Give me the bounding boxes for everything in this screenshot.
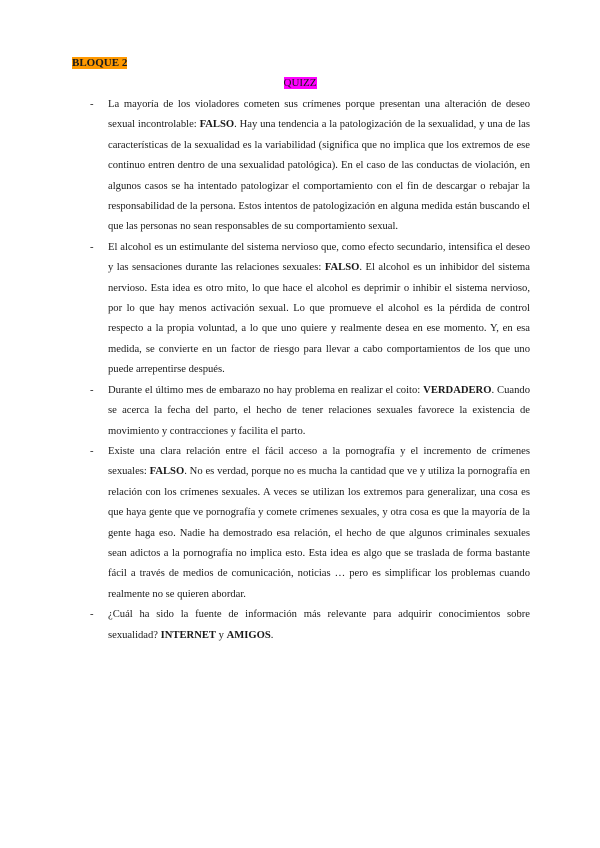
- quiz-item-2: [90, 238, 530, 381]
- answer-text-2: AMIGOS: [226, 629, 271, 641]
- quiz-item-4: [90, 442, 530, 605]
- answer-text: FALSO: [149, 466, 185, 478]
- quiz-title: [0, 76, 600, 91]
- block-title: [72, 56, 127, 71]
- question-text: El alcohol es un estimulante del sistema nervioso que, como efecto secundario, intensifica el deseo y las sensaciones durante las relaciones sexuales:: [108, 241, 530, 274]
- explanation-text: .: [270, 629, 274, 641]
- explanation-text: . Hay una tendencia a la patologización de la sexualidad, y una de las características de la sexualidad es la variabilidad (significa que no implica que los extremos de ese continuo entren dentro de una sexualidad patológica). En el caso de las conductas de violación, en algunos casos se ha intentado patologizar el comportamiento con el fin de descargar o rebajar la responsabilidad de la persona. Estos intentos de patologización en alguna medida están buscando el que las personas no sean responsables de su comportamiento sexual.: [108, 119, 530, 233]
- block-title-text: BLOQUE 2: [72, 57, 128, 69]
- explanation-text: . El alcohol es un inhibidor del sistema nervioso. Esta idea es otro mito, lo que hace el alcohol es deprimir o inhibir el sistema nervioso, por lo que hay menos activación sexual. Lo que promueve el alcohol es la pérdida de control respecto a la propia voluntad, a lo que uno quiere y realmente desea en ese momento. Y, en esa medida, se convierte en un factor de riesgo para llevar a cabo comportamientos de los que uno puede arrepentirse después.: [108, 262, 531, 376]
- quiz-item-1: [90, 95, 530, 238]
- question-text: ¿Cuál ha sido la fuente de información más relevante para adquirir conocimientos sobre sexualidad?: [108, 609, 530, 641]
- explanation-text: . Cuando se acerca la fecha del parto, el hecho de tener relaciones sexuales favorece la existencia de movimiento y contracciones y facilita el parto.: [108, 384, 530, 437]
- quiz-title-text: QUIZZ: [283, 77, 317, 89]
- bullet-dash: -: [90, 241, 94, 253]
- quiz-item-3: [90, 381, 530, 442]
- question-text: Existe una clara relación entre el fácil acceso a la pornografía y el incremento de crímenes sexuales:: [108, 445, 530, 478]
- bullet-dash: -: [90, 609, 94, 621]
- answer-text: VERDADERO: [423, 384, 492, 396]
- answer-text: FALSO: [324, 262, 360, 274]
- question-text: La mayoría de los violadores cometen sus crímenes porque presentan una alteración de deseo sexual incontrolable:: [108, 99, 530, 131]
- bullet-dash: -: [90, 384, 94, 396]
- bullet-dash: -: [90, 99, 94, 110]
- connector-text: y: [216, 629, 227, 641]
- bullet-dash: -: [90, 445, 94, 457]
- question-text: Durante el último mes de embarazo no hay problema en realizar el coito:: [108, 384, 424, 396]
- answer-text: INTERNET: [160, 629, 216, 641]
- explanation-text: . No es verdad, porque no es mucha la cantidad que ve y utiliza la pornografía en relación con los crímenes sexuales. A veces se utilizan los extremos para generalizar, una cosa es que haya gente que ve pornografía y comete crímenes sexuales, y otra cosa es que la mayoría de la gente haga eso. Nadie ha demostrado esa relación, el hecho de que algunos criminales sexuales sean adictos a la pornografía no implica esto. Esta idea es algo que se traslada de forma bastante fácil a través de medios de comunicación, noticias … pero es simplificar los problemas cuando realmente no se quieren abordar.: [108, 466, 530, 600]
- quiz-item-5: [90, 605, 530, 646]
- answer-text: FALSO: [199, 119, 235, 131]
- quiz-list: [90, 95, 530, 646]
